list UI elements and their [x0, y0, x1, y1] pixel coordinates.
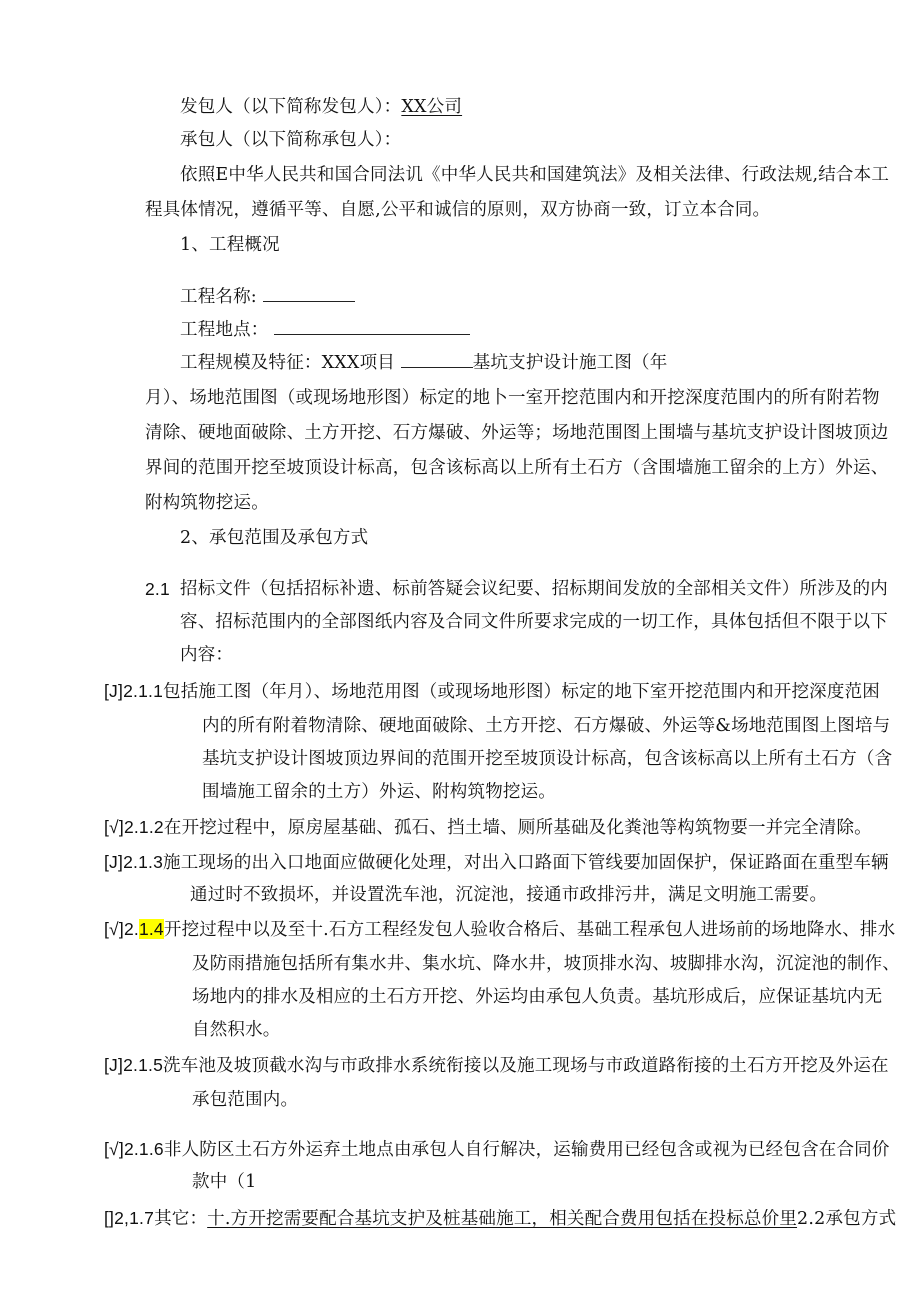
project-name-line [180, 285, 355, 309]
project-location-line [180, 318, 470, 342]
item-2-1-4-line-2: 及防雨措施包括所有集水井、集水坑、降水井，坡顶排水沟、坡脚排水沟，沉淀池的制作、 [192, 954, 900, 974]
item-2-1-6-line-1: 非人防区土石方外运弃土地点由承包人自行解决，运输费用已经包含或视为已经包含在合同价 [163, 1140, 890, 1160]
item-2-1-5 [104, 1053, 889, 1078]
project-scale-blank [401, 351, 473, 368]
item-2-1-3-number: 2.1.3 [123, 852, 164, 872]
scale-line-2: 清除、硬地面破除、土方开挖、石方爆破、外运等；场地范围图上围墙与基坑支护设计图坡顶边 [145, 423, 889, 443]
item-2-1-1-line-1: 包括施工图（年月）、场地范用图（或现场地形图）标定的地下室开挖范围内和开挖深度范困 [163, 682, 880, 702]
item-2-1-4-mark: [√] [104, 919, 124, 939]
item-2-1-3-line-1: 施工现场的出入口地面应做硬化处理，对出入口路面下管线要加固保护，保证路面在重型车辆 [163, 853, 889, 873]
scale-line-1: 月）、场地范围图（或现场地形图）标定的地卜一室开挖范围内和开挖深度范围内的所有附若物 [145, 388, 880, 408]
item-2-1-2-number: 2.1.2 [123, 817, 164, 837]
item-2-1-4-line-1: 开挖过程中以及至十.石方工程经发包人验收合格后、基础工程承包人进场前的场地降水、排水 [163, 920, 896, 940]
item-2-1-5-number: 2.1.5 [123, 1055, 164, 1075]
item-2-1-7-label: 其它： [154, 1209, 208, 1229]
item-2-1-2-line-1: 在开挖过程中，原房屋基础、孤石、挡土墙、厕所基础及化粪池等构筑物要一并完全清除。 [163, 818, 872, 838]
item-2-1-1-line-2: 内的所有附着物清除、硬地面破除、土方开挖、石方爆破、外运等&场地范围图上图培与 [202, 716, 891, 736]
clause-2-1-line-2: 容、招标范围内的全部图纸内容及合同文件所要求完成的一切工作，具体包括但不限于以下 [180, 612, 888, 632]
scale-line-3: 界间的范围开挖至坡顶设计标高，包含该标高以上所有土石方（含围墙施工留余的上方）外运、 [145, 458, 889, 478]
item-2-1-6-line-2: 款中（1 [192, 1172, 257, 1192]
item-2-1-1-line-3: 基坑支护设计图坡顶边界间的范围开挖至坡顶设计标高，包含该标高以上所有土石方（含 [202, 749, 893, 769]
item-2-1-2 [104, 815, 872, 840]
item-2-1-3 [104, 850, 889, 875]
item-2-1-6 [104, 1137, 890, 1162]
item-2-1-5-line-1: 洗车池及坡顶截水沟与市政排水系统衔接以及施工现场与市政道路衔接的土石方开挖及外运在 [163, 1056, 889, 1076]
intro-line-1: 依照E中华人民共和国合同法讥《中华人民共和国建筑法》及相关法律、行政法规,结合本工 [180, 165, 890, 185]
item-2-1-7 [104, 1206, 896, 1231]
item-2-1-4-number-b-highlight: 1.4 [138, 919, 164, 939]
item-2-1-2-mark: [√] [104, 817, 124, 837]
item-2-1-1-mark: [J] [104, 681, 124, 701]
item-2-1-7-number: 2,1.7 [114, 1208, 155, 1228]
section-2-2-heading: 2.2承包方式 [797, 1209, 897, 1229]
contractor-line: 承包人（以下简称承包人）： [180, 130, 402, 150]
project-name-label: 工程名称: [180, 287, 257, 307]
item-2-1-6-number: 2.1.6 [123, 1139, 164, 1159]
project-location-blank [274, 318, 470, 335]
item-2-1-7-mark: [] [104, 1208, 115, 1228]
item-2-1-4-line-3: 场地内的排水及相应的土石方开挖、外运均由承包人负责。基坑形成后，应保证基坑内无 [192, 987, 883, 1007]
project-location-label: 工程地点： [180, 320, 269, 340]
item-2-1-5-mark: [J] [104, 1055, 124, 1075]
item-2-1-3-mark: [J] [104, 852, 124, 872]
employer-value: XX公司 [401, 97, 463, 117]
item-2-1-7-underlined: 十.方开挖需要配合基坑支护及桩基础施工，相关配合费用包括在投标总价里 [207, 1209, 798, 1229]
item-2-1-5-line-2: 承包范围内。 [192, 1090, 299, 1110]
scale-line-4: 附构筑物挖运。 [145, 493, 269, 513]
clause-2-1-line-3: 内容： [180, 645, 234, 665]
project-scale-line [180, 351, 667, 375]
item-2-1-1-number: 2.1.1 [123, 681, 164, 701]
section-1-heading: 1、工程概况 [180, 235, 280, 255]
clause-2-1-line-1: 招标文件（包括招标补遗、标前答疑会议纪要、招标期间发放的全部相关文件）所涉及的内 [180, 579, 888, 599]
item-2-1-6-mark: [√] [104, 1139, 124, 1159]
employer-line [180, 95, 462, 119]
item-2-1-1 [104, 679, 880, 704]
item-2-1-3-line-2: 通过时不致损坏，并设置洗车池，沉淀池，接通市政排污井，满足文明施工需要。 [190, 885, 828, 905]
section-2-heading: 2、承包范围及承包方式 [180, 528, 369, 548]
employer-label: 发包人（以下简称发包人）： [180, 97, 402, 117]
item-2-1-4-number-a: 2. [123, 919, 139, 939]
item-2-1-4-line-4: 自然积水。 [192, 1020, 281, 1040]
project-scale-suffix: 基坑支护设计施工图（年 [472, 353, 668, 373]
intro-line-2: 程具体情况，遵循平等、自愿,公平和诚信的原则，双方协商一致，订立本合同。 [145, 200, 771, 220]
project-name-blank [263, 285, 355, 302]
item-2-1-4 [104, 917, 895, 942]
clause-2-1-number: 2.1 [145, 579, 170, 599]
project-scale-prefix: 工程规模及特征：XXX项目 [180, 353, 395, 373]
item-2-1-1-line-4: 围墙施工留余的土方）外运、附构筑物挖运。 [202, 782, 556, 802]
